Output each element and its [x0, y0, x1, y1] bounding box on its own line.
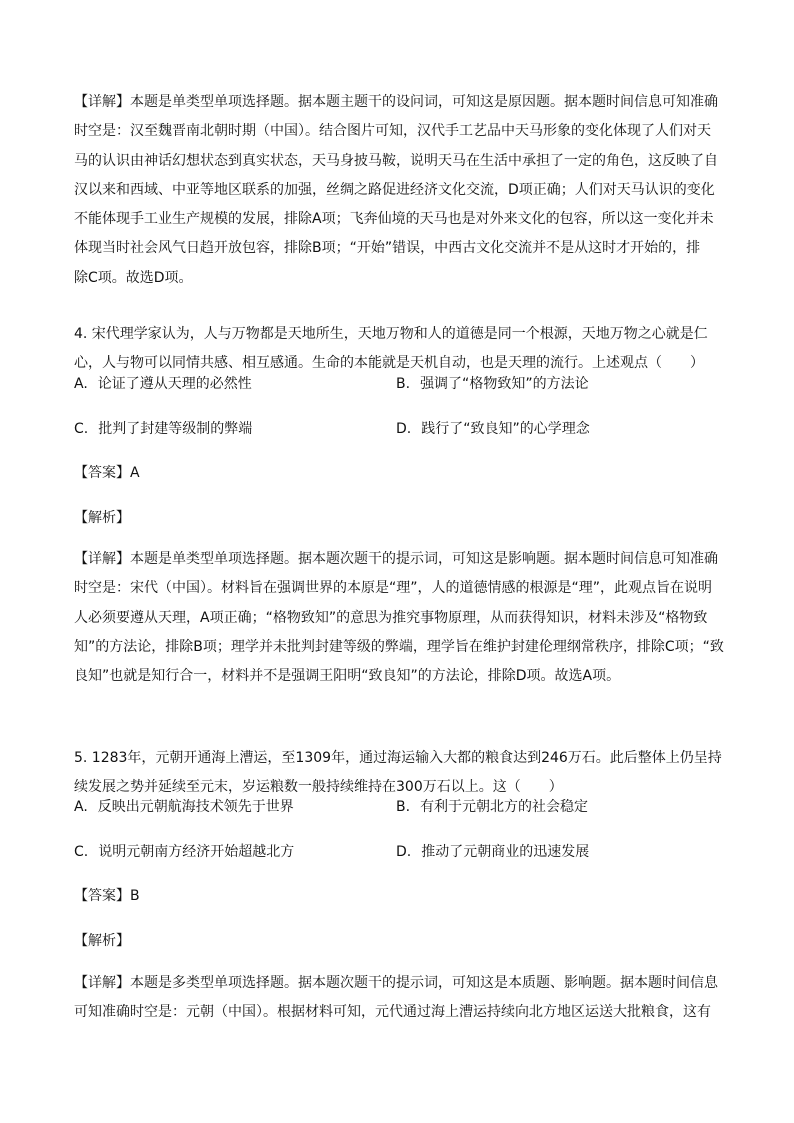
q4-option-d	[396, 418, 590, 440]
text-line: 除C项。故选D项。	[74, 269, 193, 286]
text-line: 知”的方法论，排除B项；理学并未批判封建等级的弊端，理学旨在维护封建伦理纲常秩序，排除C项；“致	[74, 638, 724, 655]
text-line: 良知”也就是知行合一，材料并不是强调王阳明“致良知”的方法论，排除D项。故选A项。	[74, 668, 621, 685]
q5-answer: 【答案】B	[74, 888, 140, 904]
text-line: 【详解】本题是单类型单项选择题。据本题主题干的设问词，可知这是原因题。据本题时间信息可知准确	[74, 94, 718, 110]
q5-analysis-label: 【解析】	[74, 933, 130, 949]
q5-options-row-1	[74, 796, 724, 818]
text-line: 马的认识由神话幻想状态到真实状态，天马身披马鞍，说明天马在生活中承担了一定的角色，这反映了自	[74, 152, 718, 169]
text-line: 心，人与物可以同情共感、相互感通。生命的本能就是天机自动，也是天理的流行。上述观点（ ）	[74, 355, 704, 372]
option-letter: B.	[396, 799, 411, 815]
option-text: 说明元朝南方经济开始超越北方	[98, 844, 295, 860]
q4-option-a	[74, 373, 252, 395]
q5-option-a	[74, 796, 294, 818]
q4-stem	[74, 320, 724, 379]
option-text: 有利于元朝北方的社会稳定	[420, 799, 589, 815]
q4-detail-paragraph	[74, 545, 724, 691]
text-line: 续发展之势并延续至元末，岁运粮数一般持续维持在300万石以上。这（ ）	[74, 779, 563, 796]
option-letter: B.	[396, 376, 411, 392]
q5-stem	[74, 744, 724, 803]
q3-detail-paragraph	[74, 88, 724, 293]
q4-options-row-2	[74, 418, 724, 440]
text-line: 5. 1283年，元朝开通海上漕运，至1309年，通过海运输入大都的粮食达到246万石。此后整体上仍呈持	[74, 750, 722, 766]
text-line: 【详解】本题是单类型单项选择题。据本题次题干的提示词，可知这是影响题。据本题时间信息可知准确	[74, 551, 718, 567]
q4-options-row-1	[74, 373, 724, 395]
q4-option-b	[396, 373, 589, 395]
option-letter: D.	[396, 421, 412, 437]
option-text: 论证了遵从天理的必然性	[97, 376, 252, 392]
option-text: 反映出元朝航海技术领先于世界	[97, 799, 294, 815]
text-line: 时空是：宋代（中国）。材料旨在强调世界的本原是“理”，人的道德情感的根源是“理”，此观点旨在说明	[74, 580, 713, 597]
option-text: 批判了封建等级制的弊端	[98, 421, 253, 437]
text-line: 汉以来和西域、中亚等地区联系的加强，丝绸之路促进经济文化交流，D项正确；人们对天马认识的变化	[74, 181, 715, 198]
option-letter: C.	[74, 421, 89, 437]
option-text: 推动了元朝商业的迅速发展	[421, 844, 590, 860]
q5-detail-paragraph	[74, 969, 724, 1028]
q5-option-b	[396, 796, 588, 818]
q5-option-c	[74, 841, 294, 863]
option-letter: A.	[74, 799, 88, 815]
text-line: 时空是：汉至魏晋南北朝时期（中国）。结合图片可知，汉代手工艺品中天马形象的变化体现了人们对天	[74, 123, 711, 140]
text-line: 可知准确时空是：元朝（中国）。根据材料可知，元代通过海上漕运持续向北方地区运送大批粮食，这有	[74, 1004, 711, 1021]
option-text: 践行了“致良知”的心学理念	[421, 421, 590, 437]
q4-option-c	[74, 418, 252, 440]
option-letter: D.	[396, 844, 412, 860]
option-letter: A.	[74, 376, 88, 392]
text-line: 不能体现手工业生产规模的发展，排除A项；飞奔仙境的天马也是对外来文化的包容，所以这一变化并未	[74, 211, 714, 228]
q5-option-d	[396, 841, 589, 863]
text-line: 4. 宋代理学家认为，人与万物都是天地所生，天地万物和人的道德是同一个根源，天地万物之心就是仁	[74, 326, 708, 342]
text-line: 体现当时社会风气日趋开放包容，排除B项；“开始”错误，中西古文化交流并不是从这时才开始的，排	[74, 240, 701, 257]
text-line: 【详解】本题是多类型单项选择题。据本题次题干的提示词，可知这是本质题、影响题。据本题时间信息	[74, 975, 718, 991]
text-line: 人必须要遵从天理，A项正确；“格物致知”的意思为推究事物原理，从而获得知识，材料未涉及“格物致	[74, 609, 708, 626]
option-letter: C.	[74, 844, 89, 860]
option-text: 强调了“格物致知”的方法论	[420, 376, 589, 392]
q4-answer: 【答案】A	[74, 465, 140, 481]
q5-options-row-2	[74, 841, 724, 863]
q4-analysis-label: 【解析】	[74, 510, 130, 526]
